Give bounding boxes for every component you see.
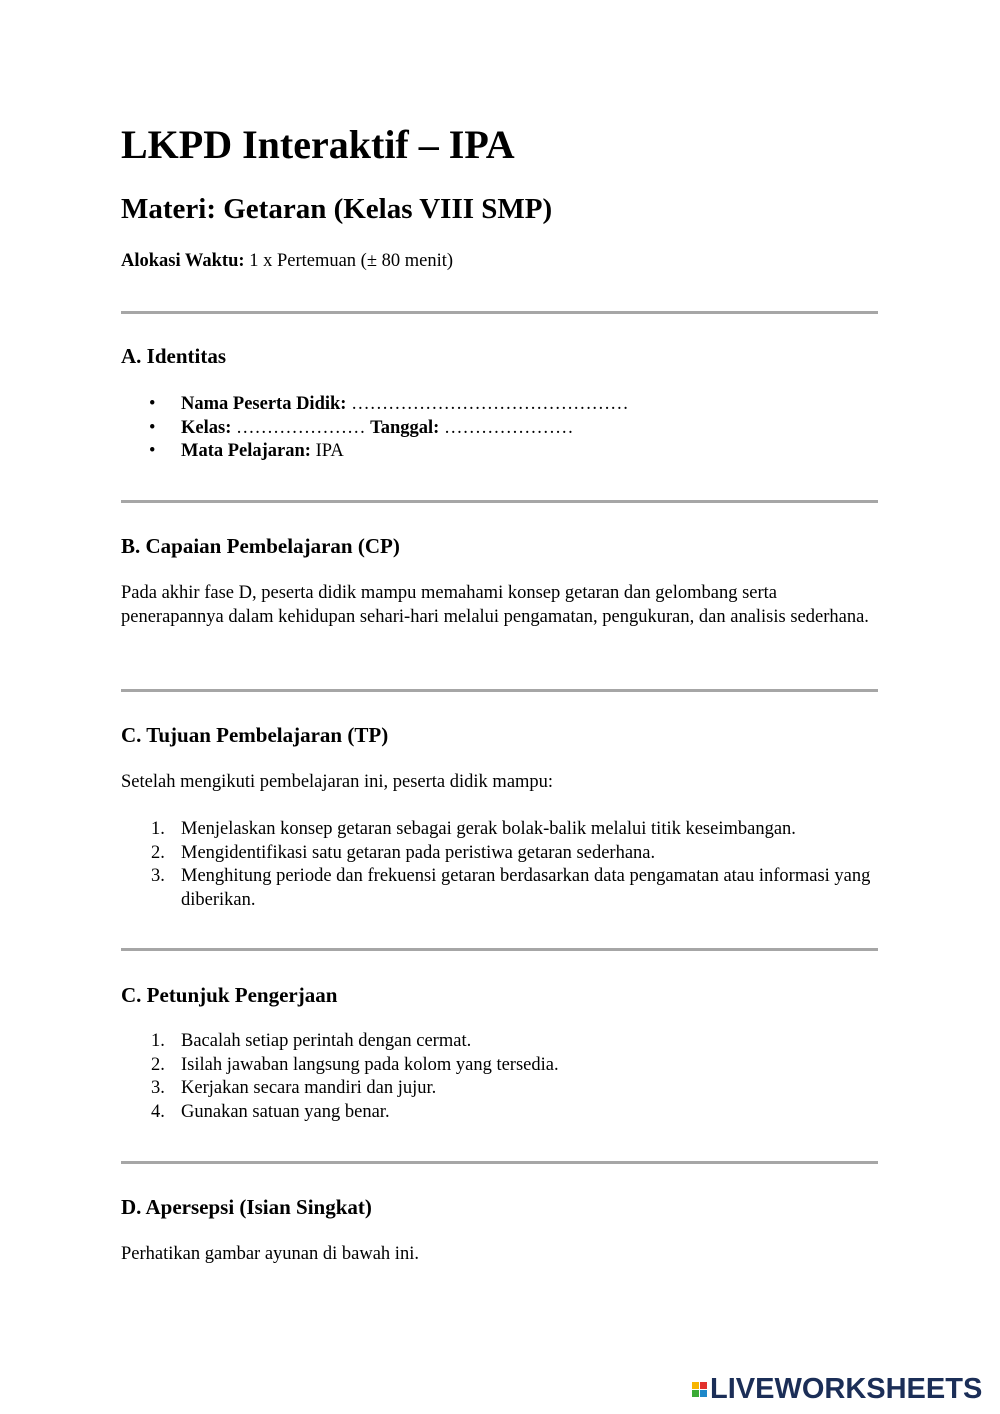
tp-intro: Setelah mengikuti pembelajaran ini, peserta didik mampu: <box>121 772 554 792</box>
tp-list <box>121 818 878 912</box>
section-heading-identitas: A. Identitas <box>121 344 227 368</box>
list-number: 3. <box>151 866 165 886</box>
petunjuk-list <box>121 1030 878 1124</box>
field-label-nama: Nama Peserta Didik: <box>181 394 347 414</box>
list-item-text: Isilah jawaban langsung pada kolom yang tersedia. <box>181 1054 559 1075</box>
bullet-icon: • <box>149 441 156 461</box>
list-item <box>121 1101 878 1125</box>
page-title: LKPD Interaktif – IPA <box>121 122 515 167</box>
list-item-text: Gunakan satuan yang benar. <box>181 1101 390 1122</box>
apersepsi-text: Perhatikan gambar ayunan di bawah ini. <box>121 1244 419 1264</box>
list-item-text: Menjelaskan konsep getaran sebagai gerak bolak-balik melalui titik keseimbangan. <box>181 819 796 839</box>
section-heading-petunjuk: C. Petunjuk Pengerjaan <box>121 983 338 1007</box>
logo-mark-icon <box>692 1382 707 1397</box>
list-number: 2. <box>151 842 165 863</box>
time-allocation-value: 1 x Pertemuan (± 80 menit) <box>244 251 454 271</box>
list-number: 4. <box>151 1101 165 1122</box>
list-item <box>121 842 878 866</box>
section-divider <box>121 689 878 692</box>
list-number: 3. <box>151 1078 165 1098</box>
list-number: 1. <box>151 1031 165 1051</box>
list-item <box>121 1054 878 1078</box>
time-allocation-label: Alokasi Waktu: <box>121 251 245 271</box>
bullet-icon: • <box>149 394 156 414</box>
field-blank-tanggal[interactable]: ………………… <box>439 417 574 438</box>
section-heading-tp: C. Tujuan Pembelajaran (TP) <box>121 723 389 747</box>
section-divider <box>121 1161 878 1164</box>
time-allocation <box>121 250 453 274</box>
logo-square <box>700 1382 707 1389</box>
list-item <box>121 440 629 464</box>
section-divider <box>121 311 878 314</box>
list-item <box>121 417 629 441</box>
list-item-text: Menghitung periode dan frekuensi getaran berdasarkan data pengamatan atau informasi yang diberikan. <box>181 866 871 910</box>
field-value-mapel: IPA <box>310 441 344 461</box>
list-item-text: Mengidentifikasi satu getaran pada peristiwa getaran sederhana. <box>181 842 656 863</box>
logo-square <box>700 1390 707 1397</box>
logo-square <box>692 1390 699 1397</box>
list-item <box>121 865 878 912</box>
list-item <box>121 393 629 417</box>
logo-square <box>692 1382 699 1389</box>
list-item <box>121 1077 878 1101</box>
section-divider <box>121 948 878 951</box>
field-label-kelas: Kelas: <box>181 417 232 438</box>
section-heading-cp: B. Capaian Pembelajaran (CP) <box>121 534 400 558</box>
list-item <box>121 1030 878 1054</box>
field-label-mapel: Mata Pelajaran: <box>181 441 311 461</box>
cp-paragraph: Pada akhir fase D, peserta didik mampu memahami konsep getaran dan gelombang serta penerapannya dalam kehidupan sehari-hari melalui pengamatan, pengukuran, dan analisis sederhana. <box>121 583 869 627</box>
list-number: 2. <box>151 1054 165 1075</box>
section-divider <box>121 500 878 503</box>
field-label-tanggal: Tanggal: <box>370 417 440 438</box>
liveworksheets-logo[interactable] <box>692 1374 982 1404</box>
field-blank-kelas[interactable]: ………………… <box>231 417 371 438</box>
page-subtitle: Materi: Getaran (Kelas VIII SMP) <box>121 193 553 225</box>
list-item <box>121 818 878 842</box>
list-item-text: Bacalah setiap perintah dengan cermat. <box>181 1031 472 1051</box>
section-heading-apersepsi: D. Apersepsi (Isian Singkat) <box>121 1195 372 1219</box>
logo-text: LIVEWORKSHEETS <box>710 1373 983 1405</box>
field-blank-nama[interactable]: ……………………………………… <box>346 394 629 414</box>
identitas-list <box>121 393 629 464</box>
list-item-text: Kerjakan secara mandiri dan jujur. <box>181 1078 437 1098</box>
list-number: 1. <box>151 819 165 839</box>
bullet-icon: • <box>149 417 156 438</box>
